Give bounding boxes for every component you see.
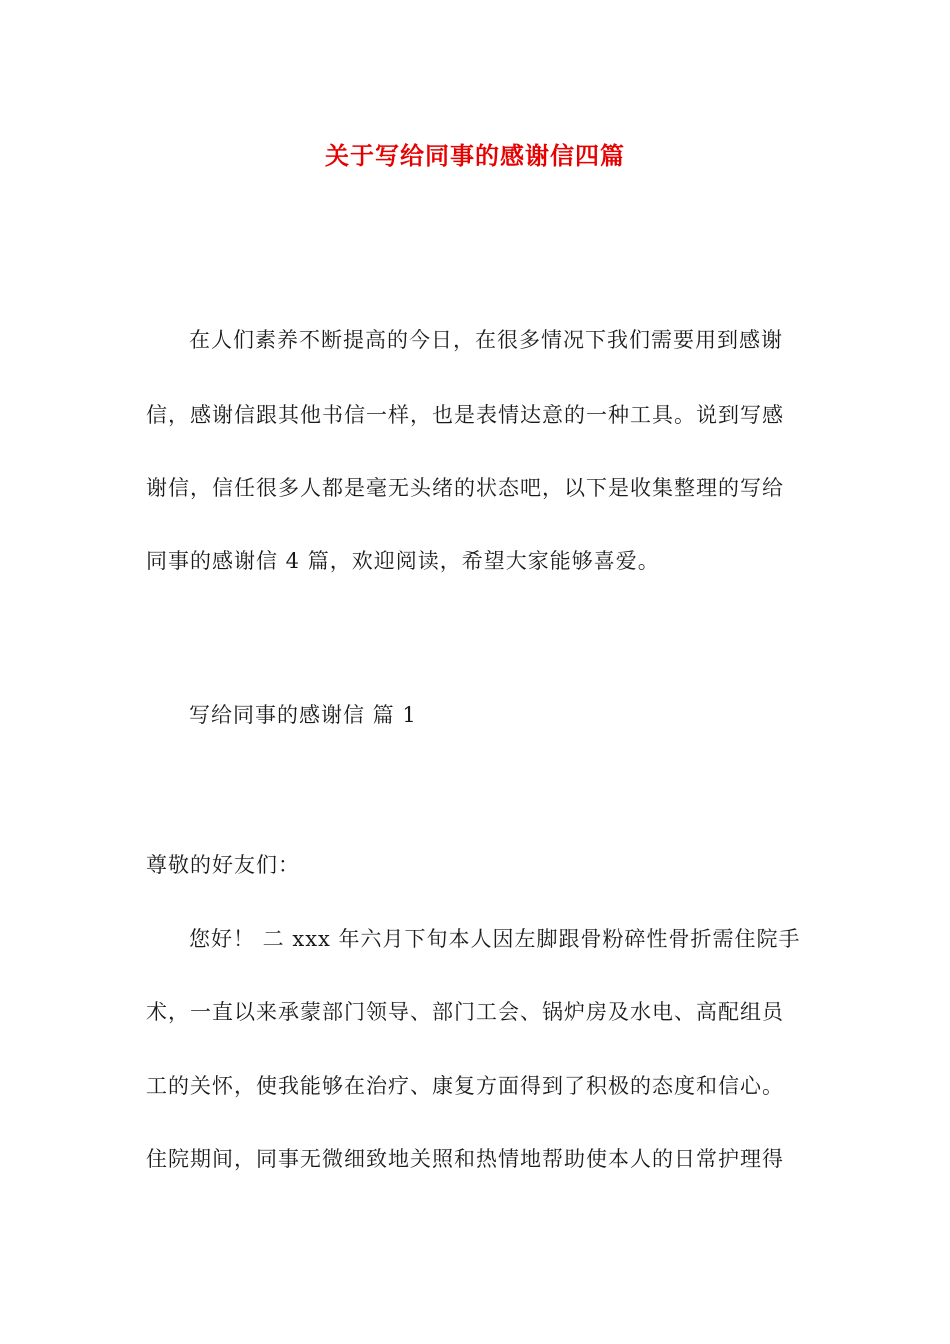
body-line-2: 术，一直以来承蒙部门领导、部门工会、锅炉房及水电、高配组员 (146, 1000, 784, 1024)
body-line-3: 工的关怀，使我能够在治疗、康复方面得到了积极的态度和信心。 (146, 1074, 784, 1098)
body-line-1: 您好！ 二 xxx 年六月下旬本人因左脚跟骨粉碎性骨折需住院手 (189, 927, 801, 951)
document-title: 关于写给同事的感谢信四篇 (325, 141, 625, 170)
intro-line-1: 在人们素养不断提高的今日，在很多情况下我们需要用到感谢 (189, 328, 783, 352)
intro-line-3: 谢信，信任很多人都是毫无头绪的状态吧，以下是收集整理的写给 (146, 476, 784, 500)
intro-line-4: 同事的感谢信 4 篇，欢迎阅读，希望大家能够喜爱。 (146, 549, 660, 573)
section-heading: 写给同事的感谢信 篇 1 (189, 703, 417, 727)
salutation: 尊敬的好友们： (146, 853, 300, 877)
body-line-4: 住院期间，同事无微细致地关照和热情地帮助使本人的日常护理得 (146, 1147, 784, 1171)
intro-line-2: 信，感谢信跟其他书信一样，也是表情达意的一种工具。说到写感 (146, 403, 784, 427)
